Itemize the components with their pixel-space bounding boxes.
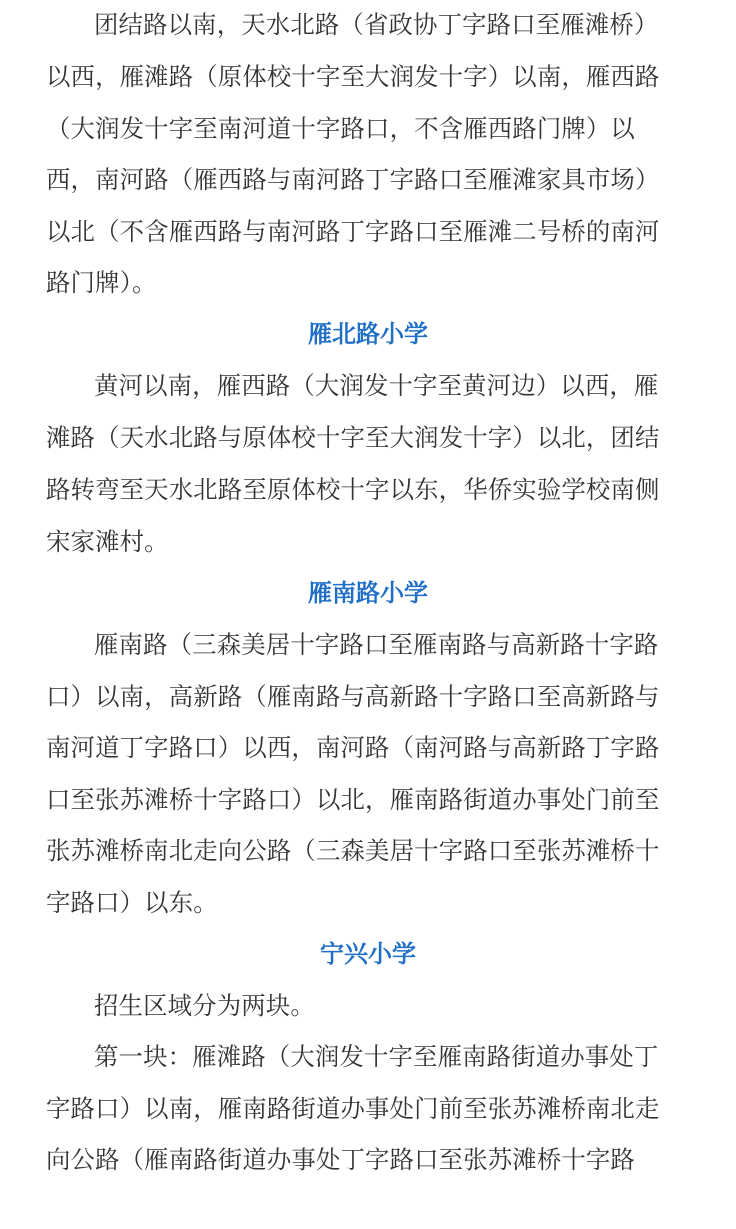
paragraph-line: 以西，雁滩路（原体校十字至大润发十字）以南，雁西路 xyxy=(46,62,660,91)
paragraph-line: 张苏滩桥南北走向公路（三森美居十字路口至张苏滩桥十 xyxy=(46,836,660,865)
paragraph-line: 向公路（雁南路街道办事处丁字路口至张苏滩桥十字路 xyxy=(46,1145,635,1174)
paragraph-line: 口至张苏滩桥十字路口）以北，雁南路街道办事处门前至 xyxy=(46,785,660,814)
paragraph-line: 滩路（天水北路与原体校十字至大润发十字）以北，团结 xyxy=(46,423,660,452)
paragraph-line: 团结路以南，天水北路（省政协丁字路口至雁滩桥） xyxy=(94,10,659,39)
school-heading-yanbeilu: 雁北路小学 xyxy=(308,320,428,348)
paragraph-line: 路转弯至天水北路至原体校十字以东，华侨实验学校南侧 xyxy=(46,475,660,504)
paragraph-line: 西，南河路（雁西路与南河路丁字路口至雁滩家具市场） xyxy=(46,165,660,194)
paragraph-line: 雁南路（三森美居十字路口至雁南路与高新路十字路 xyxy=(94,630,659,659)
school-heading-yannanlu: 雁南路小学 xyxy=(308,579,428,607)
paragraph-line: 南河道丁字路口）以西，南河路（南河路与高新路丁字路 xyxy=(46,733,660,762)
paragraph-line: 字路口）以东。 xyxy=(46,888,218,917)
paragraph-line: （大润发十字至南河道十字路口，不含雁西路门牌）以 xyxy=(46,114,635,143)
paragraph-line: 黄河以南，雁西路（大润发十字至黄河边）以西，雁 xyxy=(94,371,659,400)
paragraph-line: 口）以南，高新路（雁南路与高新路十字路口至高新路与 xyxy=(46,682,660,711)
paragraph-line: 以北（不含雁西路与南河路丁字路口至雁滩二号桥的南河 xyxy=(46,217,660,246)
paragraph-line: 第一块：雁滩路（大润发十字至雁南路街道办事处丁 xyxy=(94,1042,659,1071)
paragraph-line: 路门牌）。 xyxy=(46,268,157,297)
paragraph-line: 宋家滩村。 xyxy=(46,527,169,556)
school-heading-ningxing: 宁兴小学 xyxy=(320,940,416,968)
paragraph-line: 招生区域分为两块。 xyxy=(94,991,315,1020)
paragraph-line: 字路口）以南，雁南路街道办事处门前至张苏滩桥南北走 xyxy=(46,1094,660,1123)
